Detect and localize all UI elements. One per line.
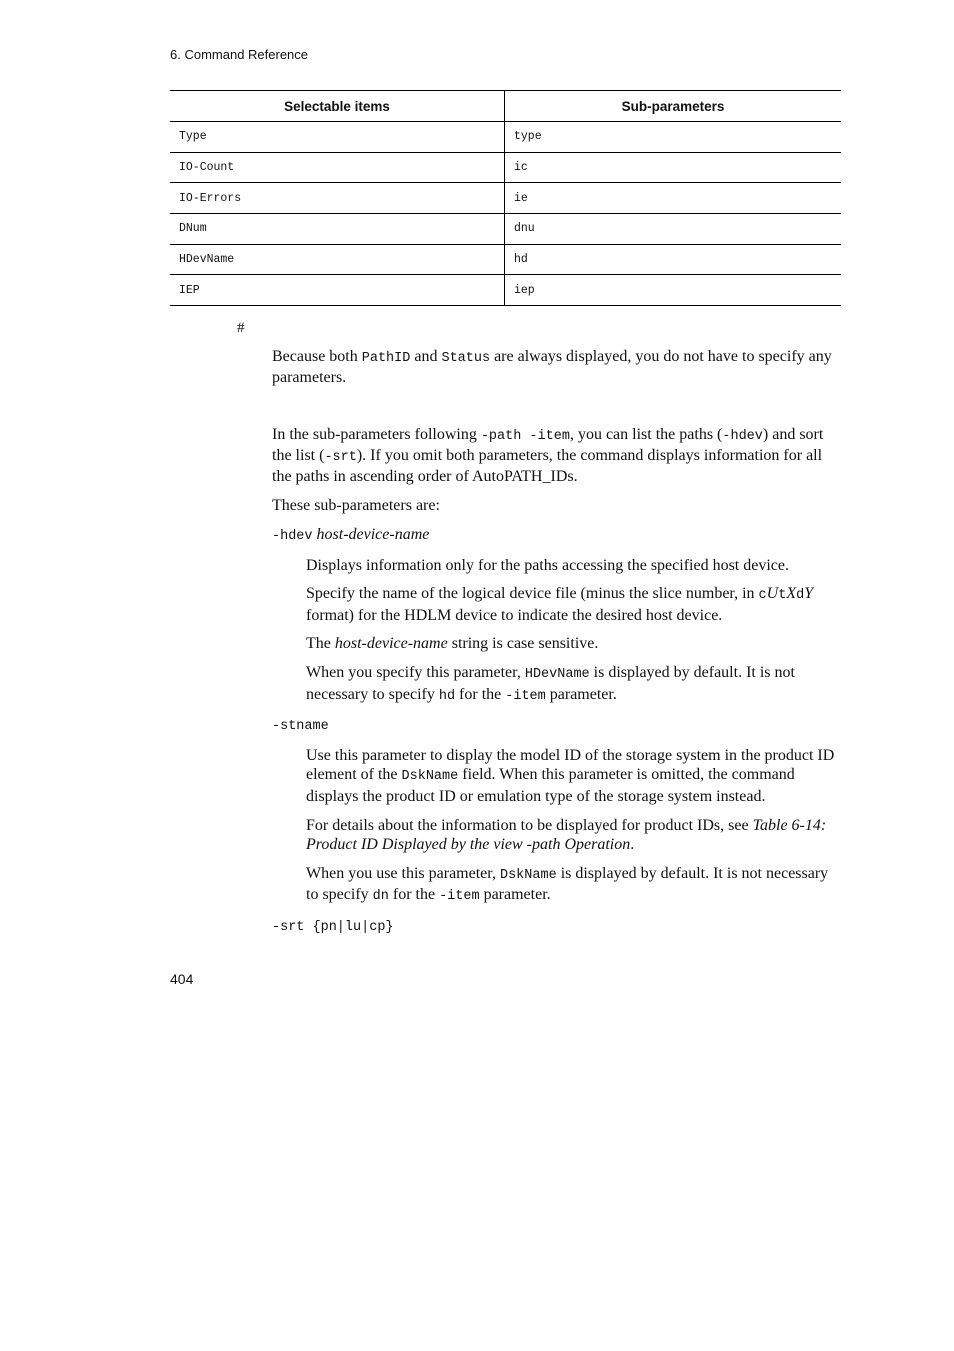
table-reference-link: Table 6-14: Product ID Displayed by the view -path Operation <box>306 816 827 853</box>
hdev-logical-device-file: Specify the name of the logical device file (minus the slice number, in cUtXdY format) for the HDLM device to indicate the desired host device. <box>306 585 814 624</box>
table-cell-subparam: type <box>505 122 842 153</box>
table-cell-item: IEP <box>170 275 505 306</box>
table-cell-subparam: iep <box>514 283 535 297</box>
term-hdev: -hdev host-device-name <box>272 525 430 544</box>
table-row <box>170 244 841 275</box>
table-row <box>170 183 841 214</box>
stname-table-reference: For details about the information to be displayed for product IDs, see Table 6-14: Product ID Displayed by the view -path Operation. <box>306 816 827 853</box>
column-header-sub-parameters: Sub-parameters <box>505 91 842 122</box>
table-cell-subparam: hd <box>505 244 842 275</box>
table-header-row <box>170 91 841 122</box>
table-row <box>170 275 841 306</box>
term-srt: -srt {pn|lu|cp} <box>272 919 394 935</box>
body-text <box>272 347 842 947</box>
table-cell-item: IO-Count <box>170 152 505 183</box>
term-stname: -stname <box>272 719 329 735</box>
column-header-selectable-items: Selectable items <box>170 91 505 122</box>
hdev-default-display: When you specify this parameter, HDevName is displayed by default. It is not necessary to specify hd for the -item parameter. <box>306 664 795 704</box>
table-cell-subparam: dnu <box>505 214 842 245</box>
page-number: 404 <box>170 971 194 987</box>
table-cell-subparam: ic <box>505 152 842 183</box>
table-row <box>170 152 841 183</box>
table-cell-item: IO-Errors <box>170 183 505 214</box>
hash-mark: # <box>237 320 245 336</box>
paragraph-always-displayed: Because both PathID and Status are always displayed, you do not have to specify any parameters. <box>272 348 832 387</box>
table-cell-item: DNum <box>170 214 505 245</box>
running-header: 6. Command Reference <box>170 47 309 62</box>
table-cell-item: HDevName <box>170 244 505 275</box>
stname-description: Use this parameter to display the model ID of the storage system in the product ID element of the DskName field. When this parameter is omitted, the command displays the product ID or emulation type of the storage system instead. <box>306 747 835 805</box>
table-row <box>170 214 841 245</box>
stname-default-display: When you use this parameter, DskName is displayed by default. It is not necessary to specify dn for the -item parameter. <box>306 864 829 904</box>
table-row <box>170 122 841 153</box>
hdev-case-sensitive: The host-device-name string is case sensitive. <box>306 635 599 653</box>
selectable-items-table <box>170 90 841 306</box>
hdev-description: Displays information only for the paths accessing the specified host device. <box>306 556 789 574</box>
table-cell-item: Type <box>170 122 505 153</box>
paragraph-sub-parameters-are: These sub-parameters are: <box>272 496 440 514</box>
table-cell-subparam: ie <box>505 183 842 214</box>
paragraph-sub-parameters-intro: In the sub-parameters following -path -item, you can list the paths (-hdev) and sort the list (-srt). If you omit both parameters, the command displays information for all the paths in ascending order of AutoPATH_IDs. <box>272 425 824 486</box>
